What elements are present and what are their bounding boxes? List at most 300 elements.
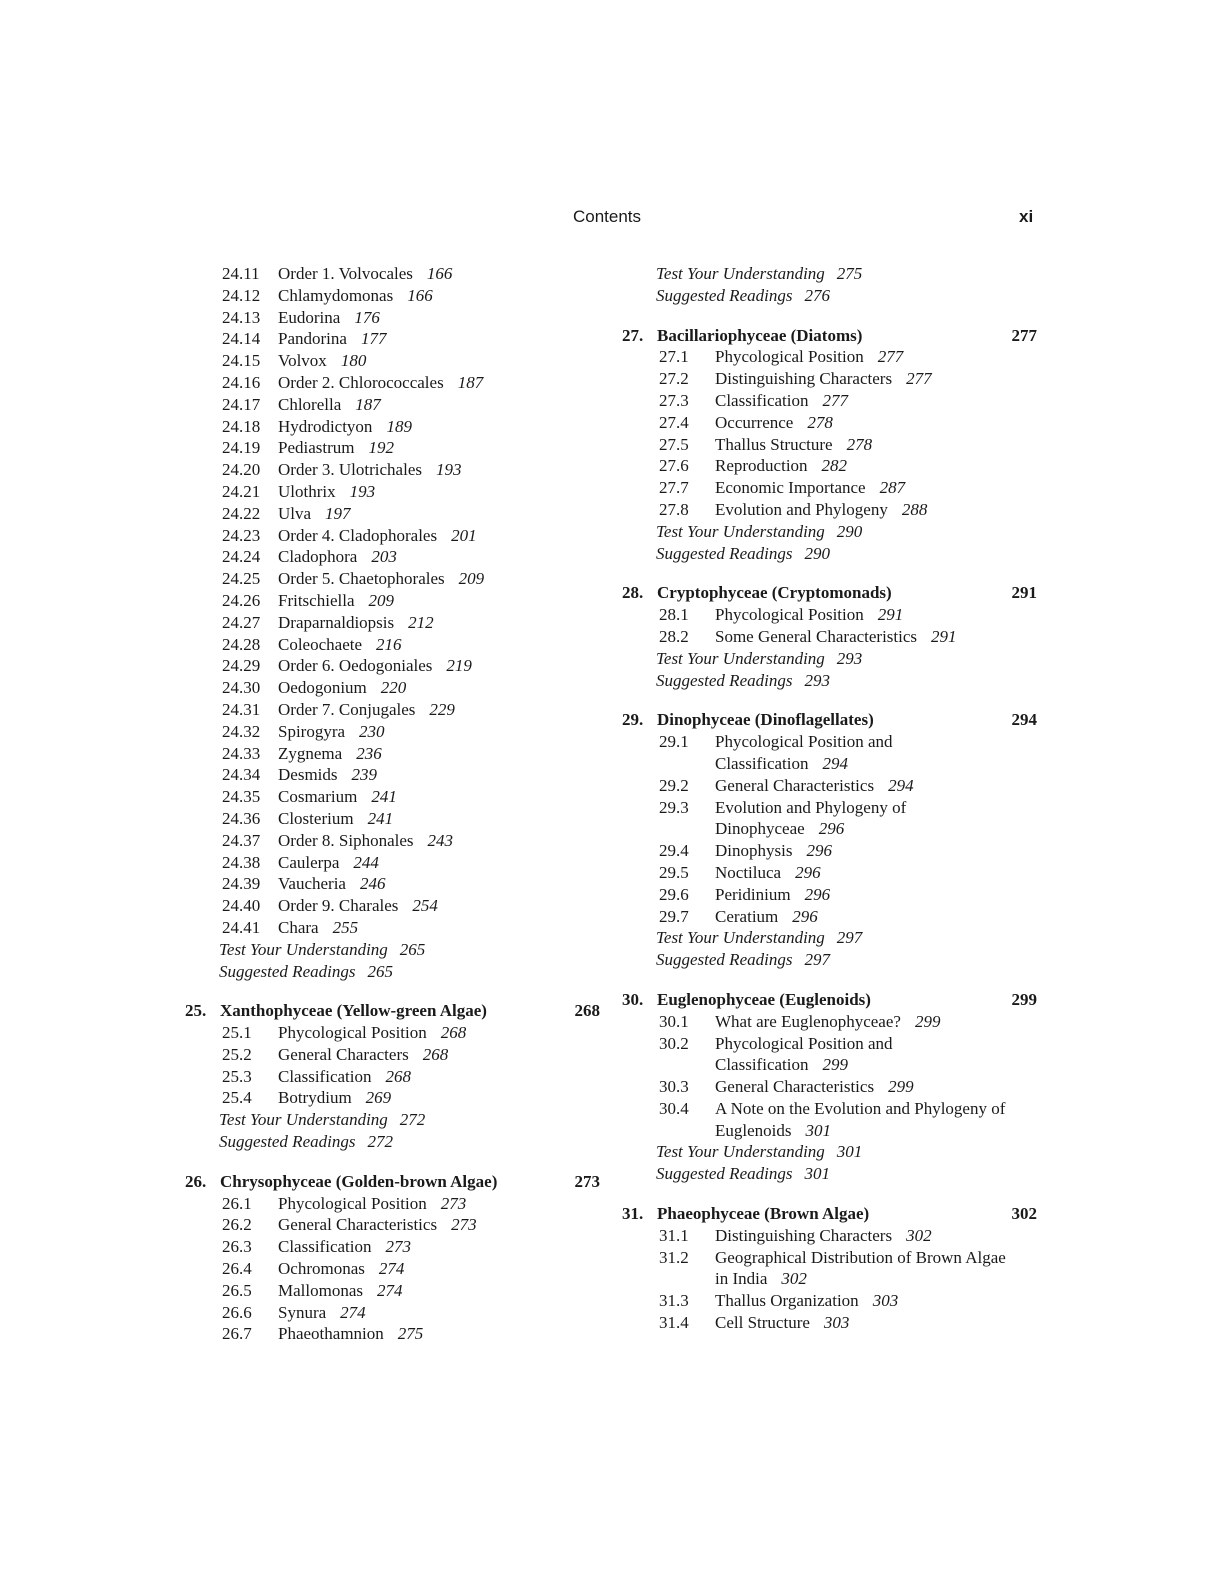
section-title: Botrydium: [278, 1088, 352, 1108]
section-page: 219: [446, 656, 472, 676]
section-page: 268: [422, 1044, 449, 1064]
chapter-number: 28.: [622, 583, 644, 603]
chapter-page: 273: [574, 1171, 600, 1191]
section-page: 192: [368, 438, 394, 458]
section-number: 24.12: [222, 285, 261, 305]
entry-text: [278, 1044, 448, 1066]
entry-text: [715, 906, 818, 928]
section-page: 282: [821, 456, 848, 476]
chapter-page: 277: [1011, 325, 1037, 345]
section-title: Phycological Position: [278, 1193, 427, 1213]
section-number: 29.5: [659, 862, 689, 882]
section-page: 275: [397, 1324, 424, 1344]
entry-title: Test Your Understanding: [656, 521, 825, 541]
section-page: 193: [349, 481, 376, 501]
section-gap: [185, 982, 605, 1000]
toc-entry: [622, 1011, 1042, 1033]
toc-extra-entry: [622, 521, 1042, 543]
toc-entry: [622, 1225, 1042, 1247]
chapter-number: 26.: [185, 1171, 207, 1191]
section-number: 24.34: [222, 765, 261, 785]
toc-entry: [185, 873, 605, 895]
section-number: 29.3: [659, 797, 689, 817]
section-page: 203: [371, 547, 397, 567]
chapter-heading: [622, 1203, 1042, 1225]
entry-title: Suggested Readings: [656, 285, 793, 305]
entry-text: [715, 434, 872, 456]
entry-text: [278, 459, 461, 481]
section-title: Volvox: [278, 351, 327, 371]
section-page: 273: [385, 1237, 411, 1257]
section-number: 24.16: [222, 372, 261, 392]
toc-entry: [185, 481, 605, 503]
section-page: 193: [435, 460, 462, 480]
toc-entry: [185, 721, 605, 743]
section-number: 24.39: [222, 874, 261, 894]
section-number: 24.26: [222, 590, 261, 610]
section-title: Pediastrum: [278, 438, 355, 458]
section-title: General Characteristics: [715, 1077, 875, 1097]
entry-page: 290: [836, 521, 863, 541]
section-title: Order 7. Conjugales: [278, 699, 416, 719]
section-number: 27.4: [659, 412, 689, 432]
section-title: Spirogyra: [278, 721, 346, 741]
section-number: 24.33: [222, 743, 261, 763]
section-title: Distinguishing Characters: [715, 1225, 893, 1245]
section-title: Closterium: [278, 808, 354, 828]
toc-entry: [622, 1247, 1042, 1269]
entry-text: [278, 677, 406, 699]
entry-text: [278, 1087, 391, 1109]
section-gap: [622, 971, 1042, 989]
entry-text: [656, 648, 862, 670]
entry-text: [715, 797, 906, 819]
section-page: 268: [385, 1066, 411, 1086]
entry-page: 290: [804, 543, 830, 563]
entry-text: [278, 764, 377, 786]
entry-text: [656, 1141, 862, 1163]
section-title: General Characteristics: [715, 775, 875, 795]
toc-extra-entry: [622, 285, 1042, 307]
entry-text: [656, 543, 830, 565]
section-title: A Note on the Evolution and Phylogeny of: [715, 1098, 1006, 1118]
toc-entry: [185, 459, 605, 481]
section-page: 274: [378, 1259, 405, 1279]
section-title: Coleochaete: [278, 634, 363, 654]
entry-text: [278, 917, 358, 939]
toc-entry: [185, 655, 605, 677]
section-page: 209: [458, 569, 485, 589]
entry-page: 293: [804, 670, 830, 690]
entry-text: [715, 1033, 893, 1055]
section-title: Distinguishing Characters: [715, 369, 893, 389]
section-title: General Characteristics: [278, 1215, 438, 1235]
running-title: Contents: [572, 207, 642, 226]
section-title: Dinophyceae: [715, 819, 805, 839]
section-page: 243: [427, 830, 454, 850]
entry-text: [278, 1022, 466, 1044]
section-number: 24.13: [222, 307, 261, 327]
toc-entry: [185, 350, 605, 372]
entry-text: [715, 626, 957, 648]
section-title: Geographical Distribution of Brown Algae: [715, 1247, 1006, 1267]
section-number: 27.6: [659, 456, 689, 476]
entry-text: [715, 1312, 849, 1334]
section-number: 26.5: [222, 1280, 252, 1300]
entry-text: [278, 394, 381, 416]
section-title: Vaucheria: [278, 874, 346, 894]
section-page: 230: [359, 721, 385, 741]
toc-entry: [622, 1098, 1042, 1120]
entry-text: [715, 775, 914, 797]
section-number: 24.27: [222, 612, 261, 632]
section-number: 29.7: [659, 906, 689, 926]
entry-text: [715, 884, 830, 906]
section-title: General Characters: [278, 1044, 409, 1064]
section-number: 28.1: [659, 605, 689, 625]
toc-entry: [185, 917, 605, 939]
toc-entry: [622, 604, 1042, 626]
section-number: 24.18: [222, 416, 261, 436]
toc-extra-entry: [622, 670, 1042, 692]
section-number: 24.23: [222, 525, 261, 545]
entry-title: Test Your Understanding: [656, 1142, 825, 1162]
section-number: 24.24: [222, 547, 261, 567]
section-number: 31.3: [659, 1291, 689, 1311]
entry-page: 297: [804, 950, 830, 970]
toc-extra-entry: [622, 1163, 1042, 1185]
section-title: Oedogonium: [278, 678, 367, 698]
section-number: 24.28: [222, 634, 261, 654]
section-title: Cell Structure: [715, 1313, 810, 1333]
toc-entry: [185, 852, 605, 874]
entry-text: [715, 1076, 914, 1098]
entry-text: [715, 390, 848, 412]
toc-entry: [622, 412, 1042, 434]
toc-entry: [185, 1022, 605, 1044]
entry-page: 297: [836, 928, 863, 948]
section-page: 278: [807, 412, 833, 432]
toc-entry: [185, 546, 605, 568]
toc-entry: [185, 1236, 605, 1258]
toc-column-left: [185, 263, 605, 1345]
chapter-title: Chrysophyceae (Golden-brown Algae): [220, 1171, 498, 1191]
entry-text: [715, 1011, 940, 1033]
section-page: 246: [359, 874, 386, 894]
section-page: 296: [795, 862, 821, 882]
section-page: 187: [457, 372, 484, 392]
section-title: Classification: [715, 390, 809, 410]
entry-text: [715, 731, 893, 753]
toc-entry: [185, 372, 605, 394]
chapter-heading: [622, 709, 1042, 731]
entry-text: [278, 743, 382, 765]
section-title: Zygnema: [278, 743, 343, 763]
chapter-number: 27.: [622, 325, 644, 345]
section-title: Chlamydomonas: [278, 285, 394, 305]
section-title: Economic Importance: [715, 478, 866, 498]
toc-entry: [185, 786, 605, 808]
chapter-heading: [185, 1171, 605, 1193]
toc-entry: [185, 437, 605, 459]
section-page: 302: [906, 1225, 932, 1245]
entry-text: [278, 1236, 411, 1258]
section-number: 24.37: [222, 830, 261, 850]
entry-text: [278, 590, 394, 612]
chapter-title: Dinophyceae (Dinoflagellates): [657, 710, 874, 730]
toc-entry: [622, 390, 1042, 412]
section-page: 287: [879, 478, 906, 498]
entry-text: [278, 503, 351, 525]
toc-entry: [185, 568, 605, 590]
toc-entry: [185, 1193, 605, 1215]
entry-text: [278, 285, 433, 307]
entry-text: [278, 699, 455, 721]
section-number: 29.4: [659, 841, 689, 861]
entry-text: [278, 328, 386, 350]
entry-text: [715, 753, 848, 775]
section-page: 201: [451, 525, 477, 545]
section-page: 197: [325, 503, 351, 523]
toc-entry: [185, 1044, 605, 1066]
toc-entry: [185, 503, 605, 525]
section-page: 166: [407, 285, 433, 305]
section-number: 31.2: [659, 1247, 689, 1267]
toc-entry: [622, 1268, 1042, 1290]
section-title: Ulothrix: [278, 481, 336, 501]
section-page: 241: [367, 808, 394, 828]
chapter-page: 268: [574, 1001, 600, 1021]
section-page: 220: [380, 678, 407, 698]
toc-entry: [185, 1258, 605, 1280]
section-gap: [622, 564, 1042, 582]
chapter-title: Phaeophyceae (Brown Algae): [657, 1204, 870, 1224]
section-number: 27.7: [659, 478, 689, 498]
entry-page: 272: [367, 1132, 393, 1152]
section-title: in India: [715, 1269, 768, 1289]
toc-extra-entry: [185, 1131, 605, 1153]
section-page: 241: [371, 787, 397, 807]
section-page: 291: [877, 605, 904, 625]
entry-text: [278, 1193, 466, 1215]
page-number: xi: [1019, 207, 1034, 226]
section-title: Chara: [278, 917, 319, 937]
entry-text: [219, 939, 425, 961]
entry-text: [278, 786, 397, 808]
toc-entry: [185, 808, 605, 830]
section-page: 303: [823, 1313, 850, 1333]
entry-text: [715, 1290, 898, 1312]
toc-entry: [622, 1120, 1042, 1142]
entry-title: Suggested Readings: [656, 950, 793, 970]
section-title: Some General Characteristics: [715, 626, 918, 646]
entry-title: Suggested Readings: [219, 961, 356, 981]
section-gap: [622, 691, 1042, 709]
section-number: 25.2: [222, 1044, 252, 1064]
section-title: Classification: [278, 1066, 372, 1086]
section-number: 24.35: [222, 787, 261, 807]
toc-entry: [622, 1033, 1042, 1055]
section-title: Phaeothamnion: [278, 1324, 384, 1344]
section-number: 24.32: [222, 721, 261, 741]
entry-text: [278, 1066, 411, 1088]
toc-entry: [622, 797, 1042, 819]
section-page: 277: [877, 347, 904, 367]
section-title: Chlorella: [278, 394, 342, 414]
section-page: 189: [386, 416, 412, 436]
section-page: 212: [408, 612, 434, 632]
section-page: 176: [354, 307, 380, 327]
toc-extra-entry: [622, 263, 1042, 285]
section-title: Order 4. Cladophorales: [278, 525, 438, 545]
section-page: 229: [429, 699, 455, 719]
chapter-number: 30.: [622, 989, 644, 1009]
section-page: 299: [888, 1077, 914, 1097]
toc-entry: [622, 840, 1042, 862]
entry-text: [715, 1054, 848, 1076]
entry-text: [715, 477, 905, 499]
entry-text: [715, 1120, 831, 1142]
entry-text: [656, 949, 830, 971]
section-page: 291: [931, 626, 957, 646]
entry-page: 293: [836, 648, 863, 668]
chapter-title: Bacillariophyceae (Diatoms): [657, 325, 863, 345]
entry-title: Suggested Readings: [656, 670, 793, 690]
toc-extra-entry: [622, 927, 1042, 949]
section-title: Ulva: [278, 503, 312, 523]
section-number: 30.4: [659, 1098, 689, 1118]
chapter-heading: [185, 1000, 605, 1022]
section-page: 301: [805, 1120, 831, 1140]
toc-entry: [185, 590, 605, 612]
toc-entry: [185, 612, 605, 634]
section-page: 187: [355, 394, 381, 414]
section-number: 24.30: [222, 678, 261, 698]
section-title: Classification: [278, 1237, 372, 1257]
entry-text: [715, 455, 847, 477]
section-title: Euglenoids: [715, 1120, 792, 1140]
section-number: 24.41: [222, 917, 261, 937]
section-number: 30.3: [659, 1077, 689, 1097]
entry-text: [278, 350, 366, 372]
chapter-heading: [622, 325, 1042, 347]
section-number: 26.7: [222, 1324, 252, 1344]
section-number: 29.6: [659, 884, 689, 904]
section-page: 288: [901, 499, 928, 519]
section-page: 296: [806, 841, 832, 861]
section-page: 177: [360, 329, 387, 349]
toc-entry: [185, 285, 605, 307]
section-page: 274: [340, 1302, 366, 1322]
toc-entry: [622, 753, 1042, 775]
toc-column-right: [622, 263, 1042, 1334]
section-title: Order 6. Oedogoniales: [278, 656, 433, 676]
section-title: Phycological Position: [715, 347, 864, 367]
toc-entry: [185, 1087, 605, 1109]
entry-text: [219, 1109, 425, 1131]
toc-entry: [185, 525, 605, 547]
entry-page: 301: [804, 1164, 830, 1184]
section-number: 27.3: [659, 390, 689, 410]
section-number: 27.2: [659, 369, 689, 389]
section-number: 30.2: [659, 1033, 689, 1053]
toc-entry: [622, 455, 1042, 477]
chapter-page: 302: [1011, 1204, 1037, 1224]
entry-text: [278, 634, 402, 656]
chapter-title: Cryptophyceae (Cryptomonads): [657, 583, 892, 603]
chapter-number: 25.: [185, 1001, 207, 1021]
section-gap: [622, 307, 1042, 325]
entry-text: [278, 873, 385, 895]
section-title: Ochromonas: [278, 1259, 365, 1279]
section-title: Synura: [278, 1302, 327, 1322]
section-page: 244: [353, 852, 379, 872]
toc-entry: [622, 434, 1042, 456]
section-number: 26.3: [222, 1237, 252, 1257]
section-number: 24.11: [222, 264, 260, 283]
section-number: 24.31: [222, 699, 261, 719]
section-number: 30.1: [659, 1011, 689, 1031]
toc-entry: [185, 1066, 605, 1088]
section-title: Phycological Position and: [715, 1033, 893, 1053]
entry-title: Suggested Readings: [656, 1164, 793, 1184]
section-title: Ceratium: [715, 906, 779, 926]
section-page: 180: [340, 351, 367, 371]
section-title: Order 9. Charales: [278, 896, 399, 916]
section-title: Phycological Position and: [715, 732, 893, 752]
section-title: Cosmarium: [278, 787, 358, 807]
entry-text: [278, 895, 438, 917]
section-page: 236: [356, 743, 382, 763]
section-number: 25.1: [222, 1023, 252, 1043]
toc-entry: [185, 263, 605, 285]
entry-title: Test Your Understanding: [219, 1110, 388, 1130]
entry-text: [278, 372, 483, 394]
section-title: Cladophora: [278, 547, 358, 567]
section-number: 28.2: [659, 626, 689, 646]
entry-text: [278, 307, 380, 329]
toc-entry: [622, 906, 1042, 928]
entry-text: [278, 721, 385, 743]
toc-entry: [622, 499, 1042, 521]
entry-page: 272: [399, 1110, 426, 1130]
section-title: Order 8. Siphonales: [278, 830, 414, 850]
section-title: Occurrence: [715, 412, 794, 432]
entry-text: [278, 481, 375, 503]
section-title: Order 5. Chaetophorales: [278, 569, 445, 589]
section-title: Classification: [715, 753, 809, 773]
toc-entry: [185, 1280, 605, 1302]
section-page: 239: [351, 765, 377, 785]
chapter-page: 294: [1011, 710, 1037, 730]
entry-text: [715, 818, 844, 840]
toc-entry: [622, 731, 1042, 753]
section-number: 26.2: [222, 1215, 252, 1235]
toc-entry: [622, 1312, 1042, 1334]
section-title: Order 3. Ulotrichales: [278, 460, 422, 480]
section-page: 296: [818, 819, 845, 839]
entry-text: [278, 525, 477, 547]
section-title: Hydrodictyon: [278, 416, 373, 436]
toc-entry: [185, 830, 605, 852]
entry-text: [656, 670, 830, 692]
section-title: Evolution and Phylogeny: [715, 499, 888, 519]
section-title: Eudorina: [278, 307, 341, 327]
section-number: 29.1: [659, 732, 689, 752]
section-title: Mallomonas: [278, 1280, 363, 1300]
section-page: 277: [822, 390, 848, 410]
entry-page: 265: [367, 961, 393, 981]
